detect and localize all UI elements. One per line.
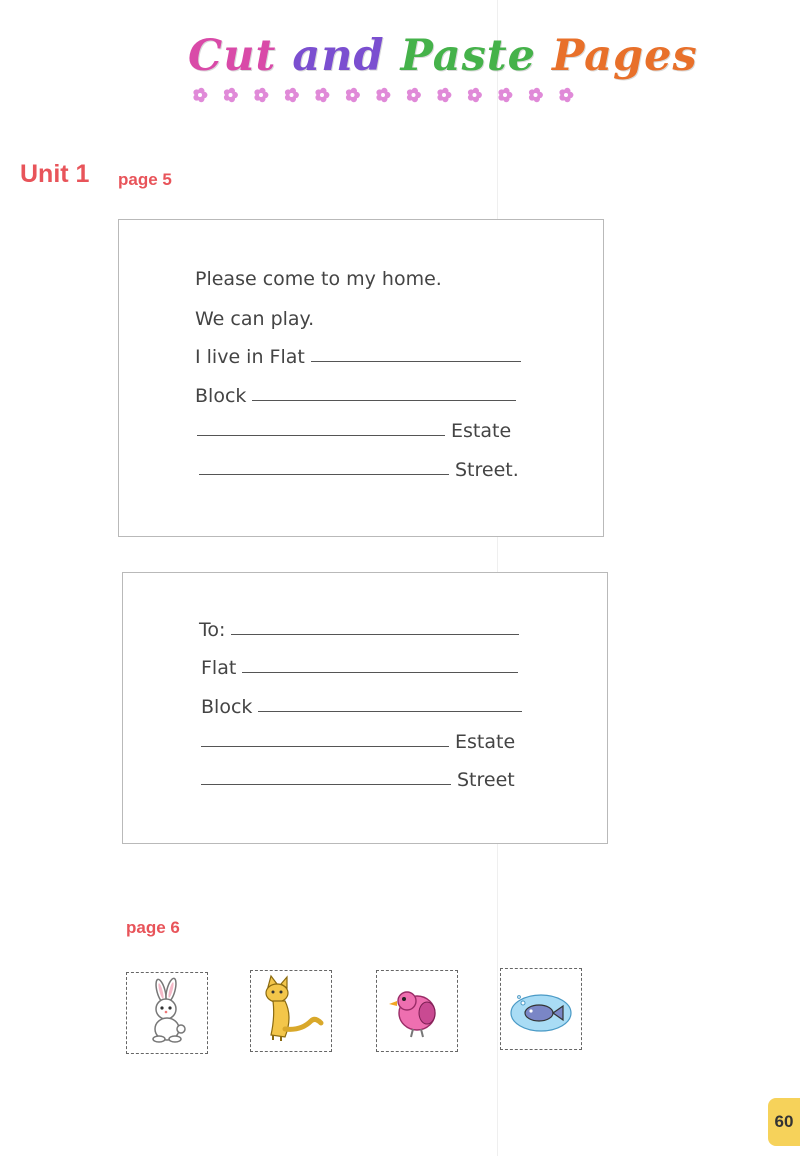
flower-icon — [193, 88, 207, 102]
to-blank[interactable] — [231, 633, 519, 635]
block-label: Block — [195, 385, 247, 407]
address-flat-row — [201, 653, 518, 679]
invitation-line-1: Please come to my home. — [195, 268, 442, 290]
title-word-cut: Cut — [188, 31, 277, 81]
estate-blank[interactable] — [197, 434, 445, 436]
page-label-5: page 5 — [118, 170, 172, 189]
block-label: Block — [201, 696, 253, 718]
title-word-paste: Paste — [400, 31, 537, 81]
to-label: To: — [199, 619, 226, 641]
flat-blank[interactable] — [311, 360, 521, 362]
street-blank[interactable] — [201, 783, 451, 785]
block-blank[interactable] — [258, 710, 522, 712]
flower-icon — [254, 88, 268, 102]
invitation-street-row — [199, 455, 519, 481]
invitation-flat-row — [195, 342, 521, 368]
invitation-line-2: We can play. — [195, 308, 315, 330]
flat-label: I live in Flat — [195, 346, 305, 368]
address-block-row — [201, 692, 522, 718]
flower-icon — [376, 88, 390, 102]
estate-blank[interactable] — [201, 745, 449, 747]
flower-icon — [498, 88, 512, 102]
flower-icon — [437, 88, 451, 102]
cat-icon — [251, 971, 331, 1051]
block-blank[interactable] — [252, 399, 516, 401]
invitation-estate-row — [197, 416, 511, 442]
estate-label: Estate — [455, 731, 516, 753]
cutout-bird[interactable] — [376, 970, 458, 1052]
estate-label: Estate — [451, 420, 512, 442]
flower-icon — [468, 88, 482, 102]
address-to-row — [199, 615, 519, 641]
flower-icon — [346, 88, 360, 102]
street-label: Street. — [455, 459, 519, 481]
title-word-and: and — [292, 31, 385, 81]
flower-icon — [529, 88, 543, 102]
cutout-rabbit[interactable] — [126, 972, 208, 1054]
flat-label: Flat — [201, 657, 237, 679]
address-estate-row — [201, 727, 515, 753]
title-word-pages: Pages — [552, 31, 698, 81]
address-street-row — [201, 765, 515, 791]
flower-decoration-row — [188, 84, 588, 106]
flat-blank[interactable] — [242, 671, 518, 673]
street-blank[interactable] — [199, 473, 449, 475]
flower-icon — [224, 88, 238, 102]
fish-icon — [501, 969, 581, 1049]
page-label-6: page 6 — [126, 918, 180, 937]
address-card — [122, 572, 608, 844]
bird-icon — [377, 971, 457, 1051]
page-number: 60 — [768, 1098, 800, 1146]
flower-icon — [285, 88, 299, 102]
flower-icon — [315, 88, 329, 102]
invitation-block-row — [195, 381, 516, 407]
cutout-fish[interactable] — [500, 968, 582, 1050]
invitation-card — [118, 219, 604, 537]
unit-label: Unit 1 — [20, 160, 90, 188]
cutout-cat[interactable] — [250, 970, 332, 1052]
flower-icon — [407, 88, 421, 102]
page-title — [188, 28, 698, 84]
rabbit-icon — [127, 973, 207, 1053]
street-label: Street — [457, 769, 515, 791]
flower-icon — [559, 88, 573, 102]
